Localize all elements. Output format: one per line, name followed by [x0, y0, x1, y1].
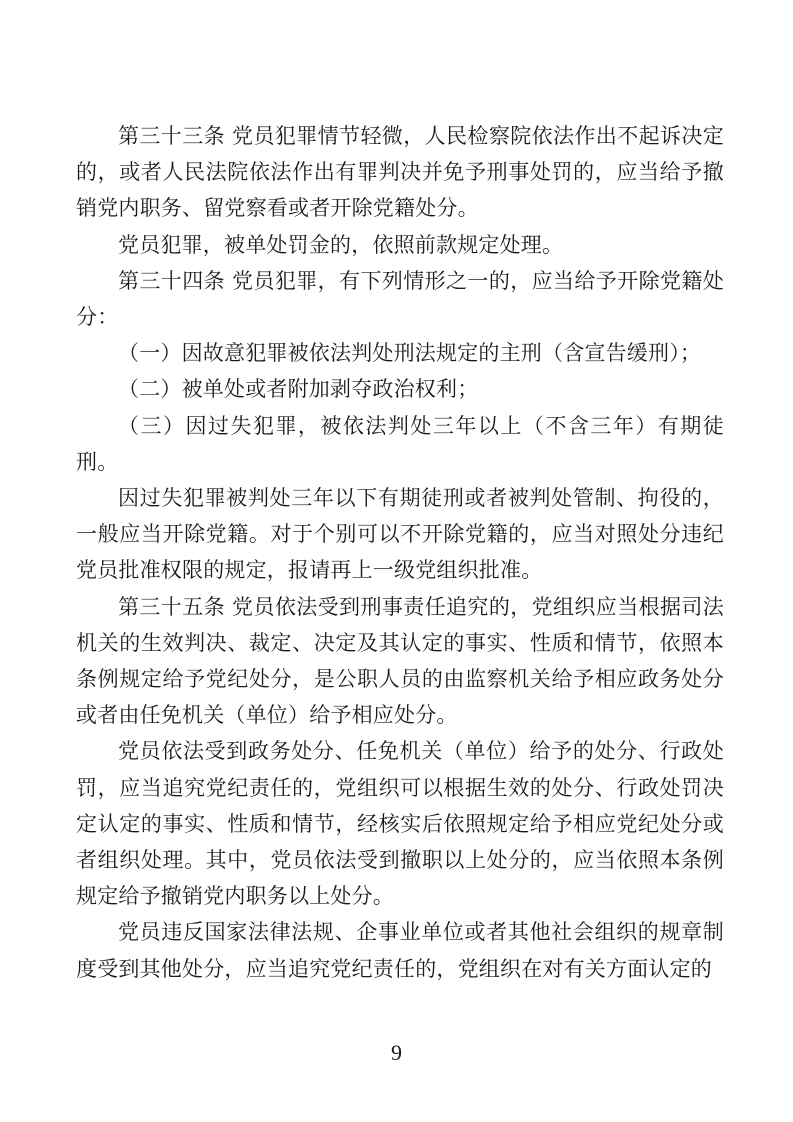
paragraph-negligent-crime: 因过失犯罪被判处三年以下有期徒刑或者被判处管制、拘役的，一般应当开除党籍。对于个别可以不开除党籍的，应当对照处分违纪党员批准权限的规定，报请再上一级党组织批准。	[76, 486, 724, 583]
paragraph-item-2: （二）被单处或者附加剥夺政治权利；	[118, 377, 479, 402]
paragraph-item-3: （三）因过失犯罪，被依法判处三年以上（不含三年）有期徒刑。	[76, 413, 724, 474]
paragraph-article-34: 第三十四条 党员犯罪，有下列情形之一的，应当给予开除党籍处分：	[76, 268, 724, 330]
page-number: 9	[391, 1040, 402, 1065]
paragraph-other-sanction: 党员违反国家法律法规、企事业单位或者其他社会组织的规章制度受到其他处分，应当追究党纪责任的，党组织在对有关方面认定的	[76, 920, 724, 981]
document-body	[76, 118, 724, 987]
paragraph-fine-clause: 党员犯罪，被单处罚金的，依照前款规定处理。	[118, 232, 564, 257]
paragraph-article-35: 第三十五条 党员依法受到刑事责任追究的，党组织应当根据司法机关的生效判决、裁定、决定及其认定的事实、性质和情节，依照本条例规定给予党纪处分，是公职人员的由监察机关给予相应政务处分或者由任免机关（单位）给予相应处分。	[76, 594, 724, 728]
paragraph-item-1: （一）因故意犯罪被依法判处刑法规定的主刑（含宣告缓刑）；	[118, 341, 702, 366]
paragraph-article-33: 第三十三条 党员犯罪情节轻微，人民检察院依法作出不起诉决定的，或者人民法院依法作出有罪判决并免予刑事处罚的，应当给予撤销党内职务、留党察看或者开除党籍处分。	[76, 124, 724, 221]
paragraph-administrative-sanction: 党员依法受到政务处分、任免机关（单位）给予的处分、行政处罚，应当追究党纪责任的，党组织可以根据生效的处分、行政处罚决定认定的事实、性质和情节，经核实后依照规定给予相应党纪处分或者组织处理。其中，党员依法受到撤职以上处分的，应当依照本条例规定给予撤销党内职务以上处分。	[76, 739, 724, 909]
